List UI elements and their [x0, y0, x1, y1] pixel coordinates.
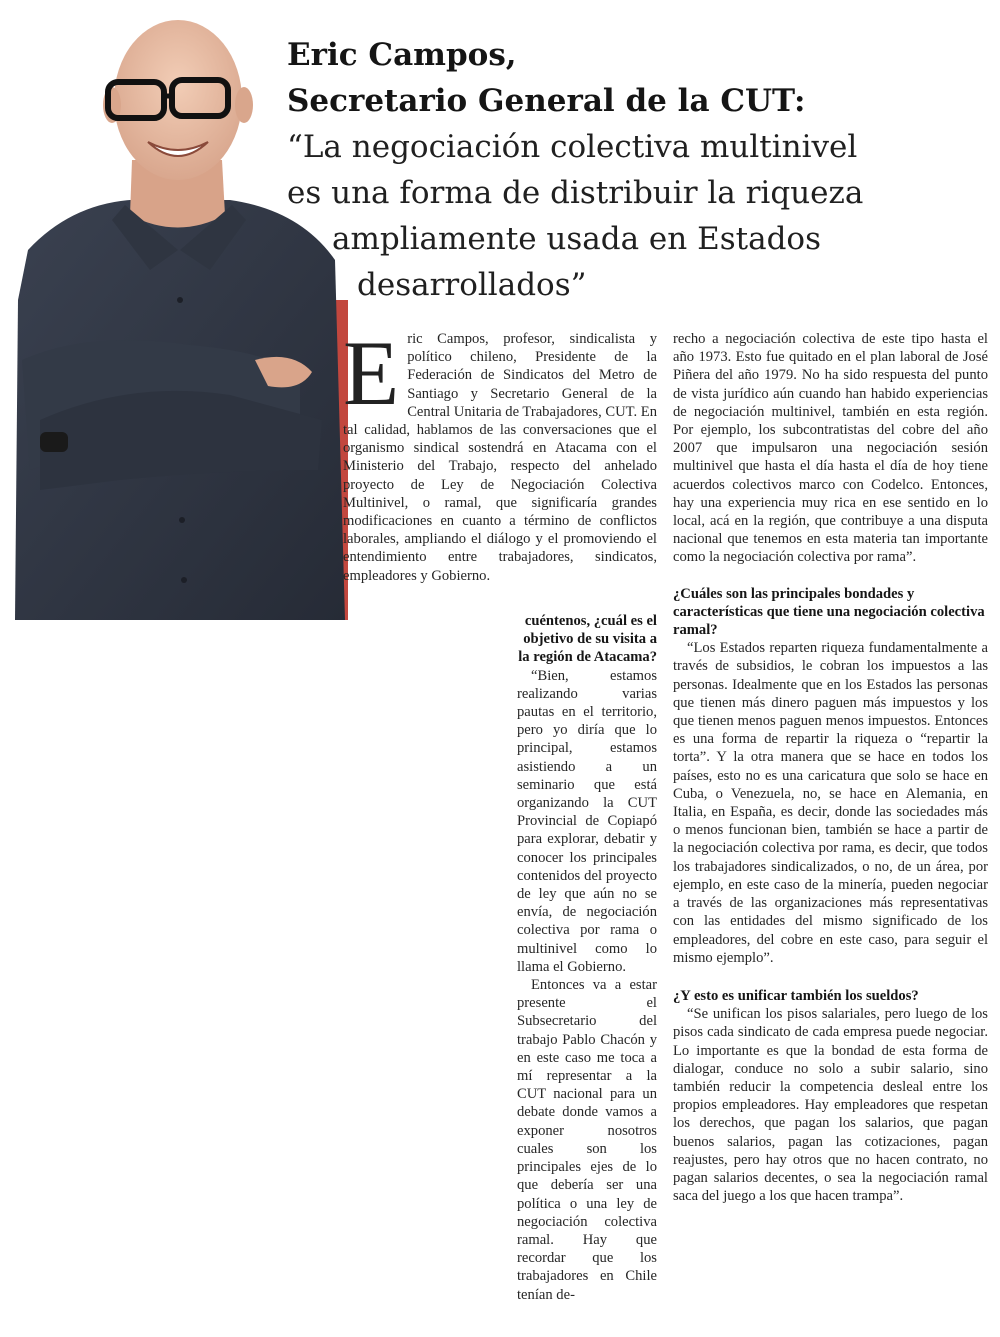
headline-name: Eric Campos,: [287, 37, 517, 73]
answer-3-paragraph: “Se unifican los pisos salariales, pero luego de los pisos cada sindicato de cada empresa puede negociar. Lo importante es que la bondad de esta forma de dialogar, conduce no solo a subir salario, sino también reducir la competencia desleal entre los propios empleadores. Hay empleadores que respetan los derechos, que pagan los salarios, que pagan buenos salarios, pagan las cotizaciones, pagan reajustes, pero hay otros que no hacen contrato, no pagan salarios decentes, o sea la negociación ramal saca del juego a los que hacen trampa”.: [673, 1006, 988, 1205]
headline: [287, 32, 987, 308]
answer-3: [673, 1005, 988, 1205]
answer-1-paragraph-2: Entonces va a estar presente el Subsecretario del trabajo Pablo Chacón y en este caso me toca a mí representar a la CUT nacional para un debate donde vamos a exponer nosotros cuales son los principales ejes de lo que debería ser una política o una ley de negociación colectiva ramal. Hay que recordar que los trabajadores en Chile tenían de-: [517, 977, 657, 1303]
headline-quote-line-4: desarrollados”: [357, 267, 587, 303]
drop-cap: E: [343, 322, 400, 424]
intro-text: ric Campos, profesor, sindicalista y político chileno, Presidente de la Federación de Sindicatos del Metro de Santiago y Secretario General de la Central Unitaria de Trabajadores, CUT. En tal calidad, hablamos de las conversaciones que el organismo sindical sostendrá en Atacama con el Ministerio del Trabajo, respecto del anhelado proyecto de Ley de Negociación Colectiva Multinivel, o ramal, que significaría grandes modificaciones en cuanto a término de conflictos laborales, ampliando el diálogo y el promoviendo el entendimiento entre trabajadores, sindicatos, empleadores y Gobierno.: [343, 331, 657, 584]
intro-paragraph: [343, 322, 657, 585]
question-1-block: [517, 612, 657, 1304]
question-1: cuéntenos, ¿cuál es el objetivo de su visita a la región de Atacama?: [518, 613, 657, 666]
headline-role: Secretario General de la CUT:: [287, 83, 806, 119]
question-2: ¿Cuáles son las principales bondades y características que tiene una negociación colectiva ramal?: [673, 585, 985, 639]
headline-quote-line-2: es una forma de distribuir la riqueza: [287, 175, 864, 211]
answer-1: [517, 667, 657, 1304]
continuation-paragraph: recho a negociación colectiva de este tipo hasta el año 1973. Esto fue quitado en el plan laboral de José Piñera del año 1979. No ha sido respuesta del punto de vista jurídico aún cuando han habido experiencias de negociación multinivel, también en esta región. Por ejemplo, los subcontratistas del cobre del año 2007 que impulsaron una negociación sesión multinivel que hasta el día hasta el día de hoy tiene acuerdos colectivos marco con Codelco. Entonces, hay una experiencia muy rica en ese sentido en lo local, acá en la región, que contribuye a una disputa nacional que tenemos en esta materia tan importante como la negociación colectiva por rama”.: [673, 331, 988, 566]
question-3: ¿Y esto es unificar también los sueldos?: [673, 987, 919, 1004]
right-top-text: [673, 330, 988, 567]
headline-quote-line-3: ampliamente usada en Estados: [332, 221, 821, 257]
answer-2-paragraph: “Los Estados reparten riqueza fundamentalmente a través de subsidios, le cobran los impuestos a las personas. Idealmente que en los Estados las personas que tienen más dinero paguen más impuestos y los que tienen menos paguen menos impuestos. Entonces es una forma de repartir la riqueza o “repartir la torta”. Y la otra manera que se hace en todos los países, esto no es una caricatura que solo se hace en Cuba, o Venezuela, no, se hace en Alemania, en Italia, en España, es decir, donde las sociedades más o menos funcionan bien, también se hace a partir de la negociación colectiva por rama, es decir, que todos los trabajadores sindicalizados, o no, de un área, por ejemplo, en este caso de la minería, pueden negociar a través de las organizaciones más representativas con las entidades del mismo significado de los empleadores, del cobre en este caso, para seguir el mismo ejemplo”.: [673, 640, 988, 966]
answer-2: [673, 639, 988, 967]
headline-quote-line-1: “La negociación colectiva multinivel: [287, 129, 858, 165]
right-column: [673, 330, 988, 1205]
answer-1-paragraph-1: “Bien, estamos realizando varias pautas en el territorio, pero yo diría que lo principal, estamos asistiendo a un seminario que está organizando la CUT Provincial de Copiapó para explorar, debatir y conocer los principales contenidos del proyecto de ley que aún no se envía, de negociación colectiva por rama o multinivel como lo llama el Gobierno.: [517, 667, 657, 975]
